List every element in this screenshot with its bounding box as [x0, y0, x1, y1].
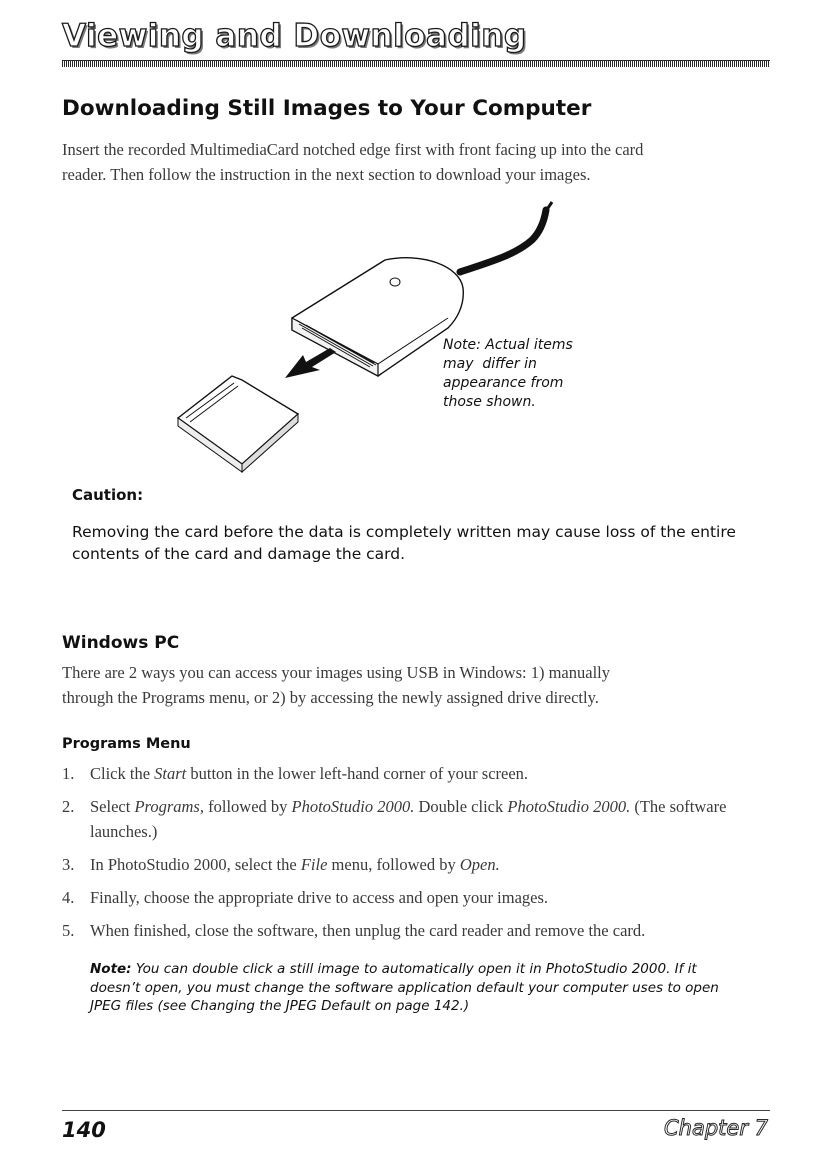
step-number: 4. — [62, 888, 75, 907]
step-item — [62, 794, 772, 844]
step-item — [62, 852, 772, 877]
step-text: (The software launches.) — [90, 797, 727, 841]
windows-intro-line-1: There are 2 ways you can access your images using USB in Windows: 1) manually — [62, 663, 610, 682]
windows-pc-title: Windows PC — [62, 633, 180, 653]
illustration-note-line-3: appearance from — [443, 375, 564, 391]
step-item — [62, 918, 772, 943]
step-number: 2. — [62, 797, 75, 816]
step-text: followed by — [203, 797, 292, 816]
step-item — [62, 885, 772, 910]
illustration-note — [443, 336, 573, 412]
step-text: When finished, close the software, then unplug the card reader and remove the card. — [90, 921, 646, 940]
step-text: Finally, choose the appropriate drive to access and open your images. — [90, 888, 549, 907]
illustration-note-line-1: Note: Actual items — [443, 337, 573, 353]
section-title: Downloading Still Images to Your Computer — [62, 96, 592, 121]
step-number: 1. — [62, 764, 75, 783]
header-rule — [62, 60, 770, 67]
illustration-note-line-4: those shown. — [443, 394, 536, 410]
multimedia-card-icon — [178, 376, 298, 472]
caution-text: Removing the card before the data is completely written may cause loss of the entire contents of the card and damage the card. — [72, 523, 736, 563]
step-emphasis: PhotoStudio 2000. — [291, 797, 415, 816]
step-item — [62, 761, 772, 786]
usb-cable — [460, 210, 546, 272]
step-text: Double click — [414, 797, 508, 816]
step-text: In PhotoStudio 2000, select the — [90, 855, 301, 874]
intro-line-1: Insert the recorded MultimediaCard notched edge first with front facing up into the card — [62, 140, 644, 159]
windows-intro-line-2: through the Programs menu, or 2) by accessing the newly assigned drive directly. — [62, 688, 599, 707]
step-text: menu, followed by — [327, 855, 460, 874]
step-number: 3. — [62, 855, 75, 874]
note-label: Note: — [90, 961, 132, 977]
page-number: 140 — [62, 1118, 106, 1142]
insert-arrow-icon — [285, 348, 336, 378]
step-emphasis: File — [300, 855, 328, 874]
step-emphasis: PhotoStudio 2000. — [507, 797, 631, 816]
running-header-title: Viewing and Downloading — [62, 18, 527, 54]
step-emphasis: Open. — [459, 855, 500, 874]
programs-menu-steps — [62, 761, 772, 951]
illustration-note-line-2: may differ in — [443, 356, 537, 372]
chapter-label: Chapter 7 — [664, 1116, 768, 1140]
programs-menu-title: Programs Menu — [62, 736, 191, 752]
footer-rule — [62, 1110, 770, 1111]
note-block — [90, 960, 730, 1016]
step-text: Select — [90, 797, 135, 816]
step-emphasis: Start — [154, 764, 187, 783]
step-number: 5. — [62, 921, 75, 940]
step-emphasis: Programs, — [134, 797, 204, 816]
note-text: You can double click a still image to automatically open it in PhotoStudio 2000. If it doesn’t open, you must change the software application default your computer uses to open JPEG files (see Changing the JPEG Default on page 142.) — [90, 961, 719, 1014]
step-text: button in the lower left-hand corner of your screen. — [186, 764, 529, 783]
intro-line-2: reader. Then follow the instruction in the next section to download your images. — [62, 165, 591, 184]
caution-heading: Caution: — [72, 486, 144, 504]
step-text: Click the — [90, 764, 155, 783]
